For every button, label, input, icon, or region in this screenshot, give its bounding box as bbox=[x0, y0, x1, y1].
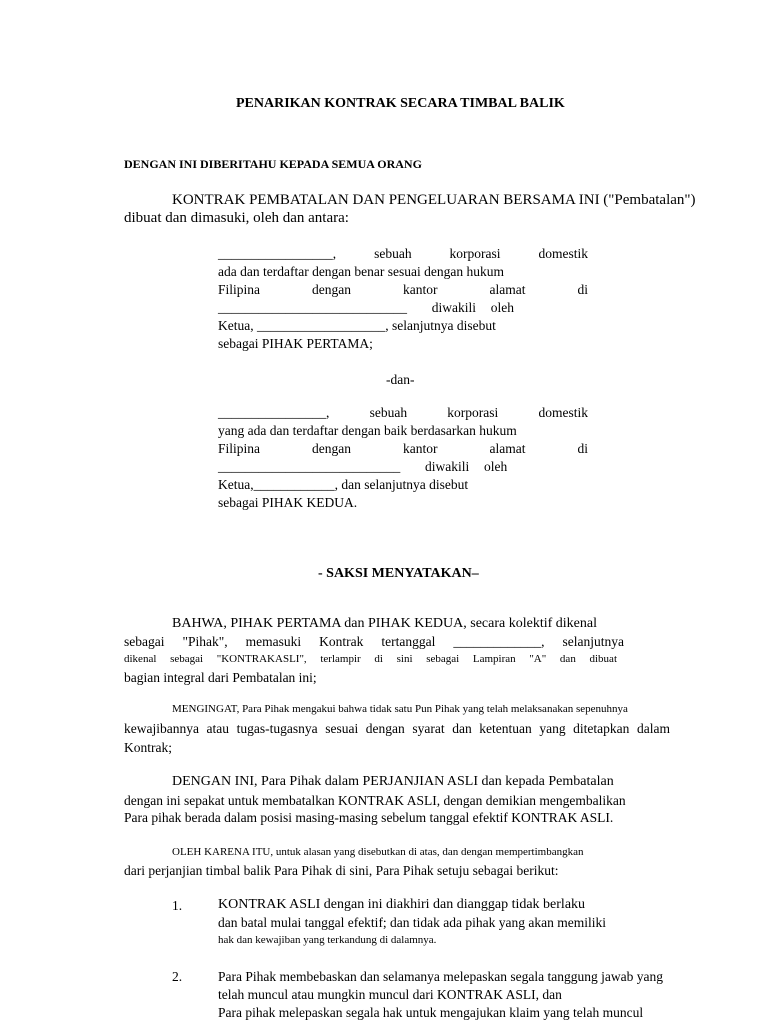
considering-line-3: Kontrak; bbox=[124, 740, 172, 755]
intro-line-2: dibuat dan dimasuki, oleh dan antara: bbox=[124, 210, 349, 226]
party2-word: diwakili bbox=[425, 459, 470, 474]
party2-word: oleh bbox=[484, 459, 508, 474]
party1-line-2: ada dan terdaftar dengan benar sesuai dengan hukum bbox=[218, 264, 505, 279]
therefore-line-1: OLEH KARENA ITU, untuk alasan yang disebutkan di atas, dan dengan mempertimbangkan bbox=[172, 846, 584, 858]
party1-word: kantor bbox=[403, 282, 438, 297]
whereas-line-2: sebagai "Pihak", memasuki Kontrak tertanggal _____________, selanjutnya bbox=[124, 634, 624, 649]
party2-address-blank: ___________________________ bbox=[218, 459, 401, 474]
hereby-line-2: dengan ini sepakat untuk membatalkan KONTRAK ASLI, dengan demikian mengembalikan bbox=[124, 793, 626, 808]
party2-word: Filipina bbox=[218, 441, 261, 456]
party2-line-5: Ketua,____________, dan selanjutnya disebut bbox=[218, 477, 469, 492]
item-number: 1. bbox=[172, 898, 183, 913]
party1-word: Filipina bbox=[218, 282, 261, 297]
party2-line-3 bbox=[218, 441, 588, 457]
whereas-line-1: BAHWA, PIHAK PERTAMA dan PIHAK KEDUA, secara kolektif dikenal bbox=[172, 616, 597, 631]
party1-word: diwakili bbox=[431, 300, 476, 315]
item-2-line-3: Para pihak melepaskan segala hak untuk mengajukan klaim yang telah muncul bbox=[218, 1005, 644, 1020]
party1-word: korporasi bbox=[449, 246, 501, 261]
item-2-line-2: telah muncul atau mungkin muncul dari KONTRAK ASLI, dan bbox=[218, 987, 562, 1002]
therefore-line-2: dari perjanjian timbal balik Para Pihak di sini, Para Pihak setuju sebagai berikut: bbox=[124, 863, 559, 878]
document-title: PENARIKAN KONTRAK SECARA TIMBAL BALIK bbox=[236, 96, 565, 111]
party2-word: domestik bbox=[538, 405, 588, 420]
item-2-line-1: Para Pihak membebaskan dan selamanya melepaskan segala tanggung jawab yang bbox=[218, 969, 663, 984]
intro-line-1: KONTRAK PEMBATALAN DAN PENGELUARAN BERSAMA INI ("Pembatalan") bbox=[172, 192, 696, 208]
hereby-line-3: Para pihak berada dalam posisi masing-masing sebelum tanggal efektif KONTRAK ASLI. bbox=[124, 810, 614, 825]
party2-word: sebuah bbox=[369, 405, 408, 420]
party1-line-3 bbox=[218, 282, 588, 298]
party1-line-5: Ketua, ___________________, selanjutnya disebut bbox=[218, 318, 496, 333]
whereas-line-3: dikenal sebagai "KONTRAKASLI", terlampir di sini sebagai Lampiran "A" dan dibuat bbox=[124, 653, 617, 665]
considering-line-1: MENGINGAT, Para Pihak mengakui bahwa tidak satu Pun Pihak yang telah melaksanakan sepenuhnya bbox=[172, 703, 628, 715]
party1-word: domestik bbox=[538, 246, 588, 261]
whereas-line-4: bagian integral dari Pembatalan ini; bbox=[124, 670, 317, 685]
party1-word: oleh bbox=[490, 300, 514, 315]
notice-heading: DENGAN INI DIBERITAHU KEPADA SEMUA ORANG bbox=[124, 157, 422, 171]
party2-word: dengan bbox=[312, 441, 351, 456]
party1-line-4 bbox=[218, 300, 514, 316]
item-1-line-3: hak dan kewajiban yang terkandung di dalamnya. bbox=[218, 934, 437, 946]
party2-word: kantor bbox=[403, 441, 438, 456]
party1-line-6: sebagai PIHAK PERTAMA; bbox=[218, 336, 373, 351]
dan-separator: -dan- bbox=[386, 372, 415, 387]
party2-line-2: yang ada dan terdaftar dengan baik berdasarkan hukum bbox=[218, 423, 517, 438]
party2-word: di bbox=[577, 441, 588, 456]
item-1-line-2: dan batal mulai tanggal efektif; dan tidak ada pihak yang akan memiliki bbox=[218, 915, 606, 930]
party2-line-4 bbox=[218, 459, 507, 475]
party2-word: korporasi bbox=[447, 405, 499, 420]
party1-word: dengan bbox=[312, 282, 351, 297]
party2-line-6: sebagai PIHAK KEDUA. bbox=[218, 495, 358, 510]
party2-blank: ________________, bbox=[218, 405, 330, 420]
party1-address-blank: ____________________________ bbox=[218, 300, 407, 315]
item-number: 2. bbox=[172, 969, 183, 984]
party1-blank: _________________, bbox=[218, 246, 337, 261]
party1-word: sebuah bbox=[374, 246, 412, 261]
party2-word: alamat bbox=[489, 441, 526, 456]
party1-word: alamat bbox=[489, 282, 526, 297]
considering-line-2: kewajibannya atau tugas-tugasnya sesuai dengan syarat dan ketentuan yang ditetapkan dalam bbox=[124, 721, 670, 736]
hereby-line-1: DENGAN INI, Para Pihak dalam PERJANJIAN ASLI dan kepada Pembatalan bbox=[172, 774, 614, 789]
party2-line-1 bbox=[218, 405, 588, 421]
witness-heading: - SAKSI MENYATAKAN– bbox=[318, 566, 479, 581]
party1-word: di bbox=[577, 282, 588, 297]
item-1-line-1: KONTRAK ASLI dengan ini diakhiri dan dianggap tidak berlaku bbox=[218, 897, 586, 912]
party1-line-1 bbox=[218, 246, 588, 262]
